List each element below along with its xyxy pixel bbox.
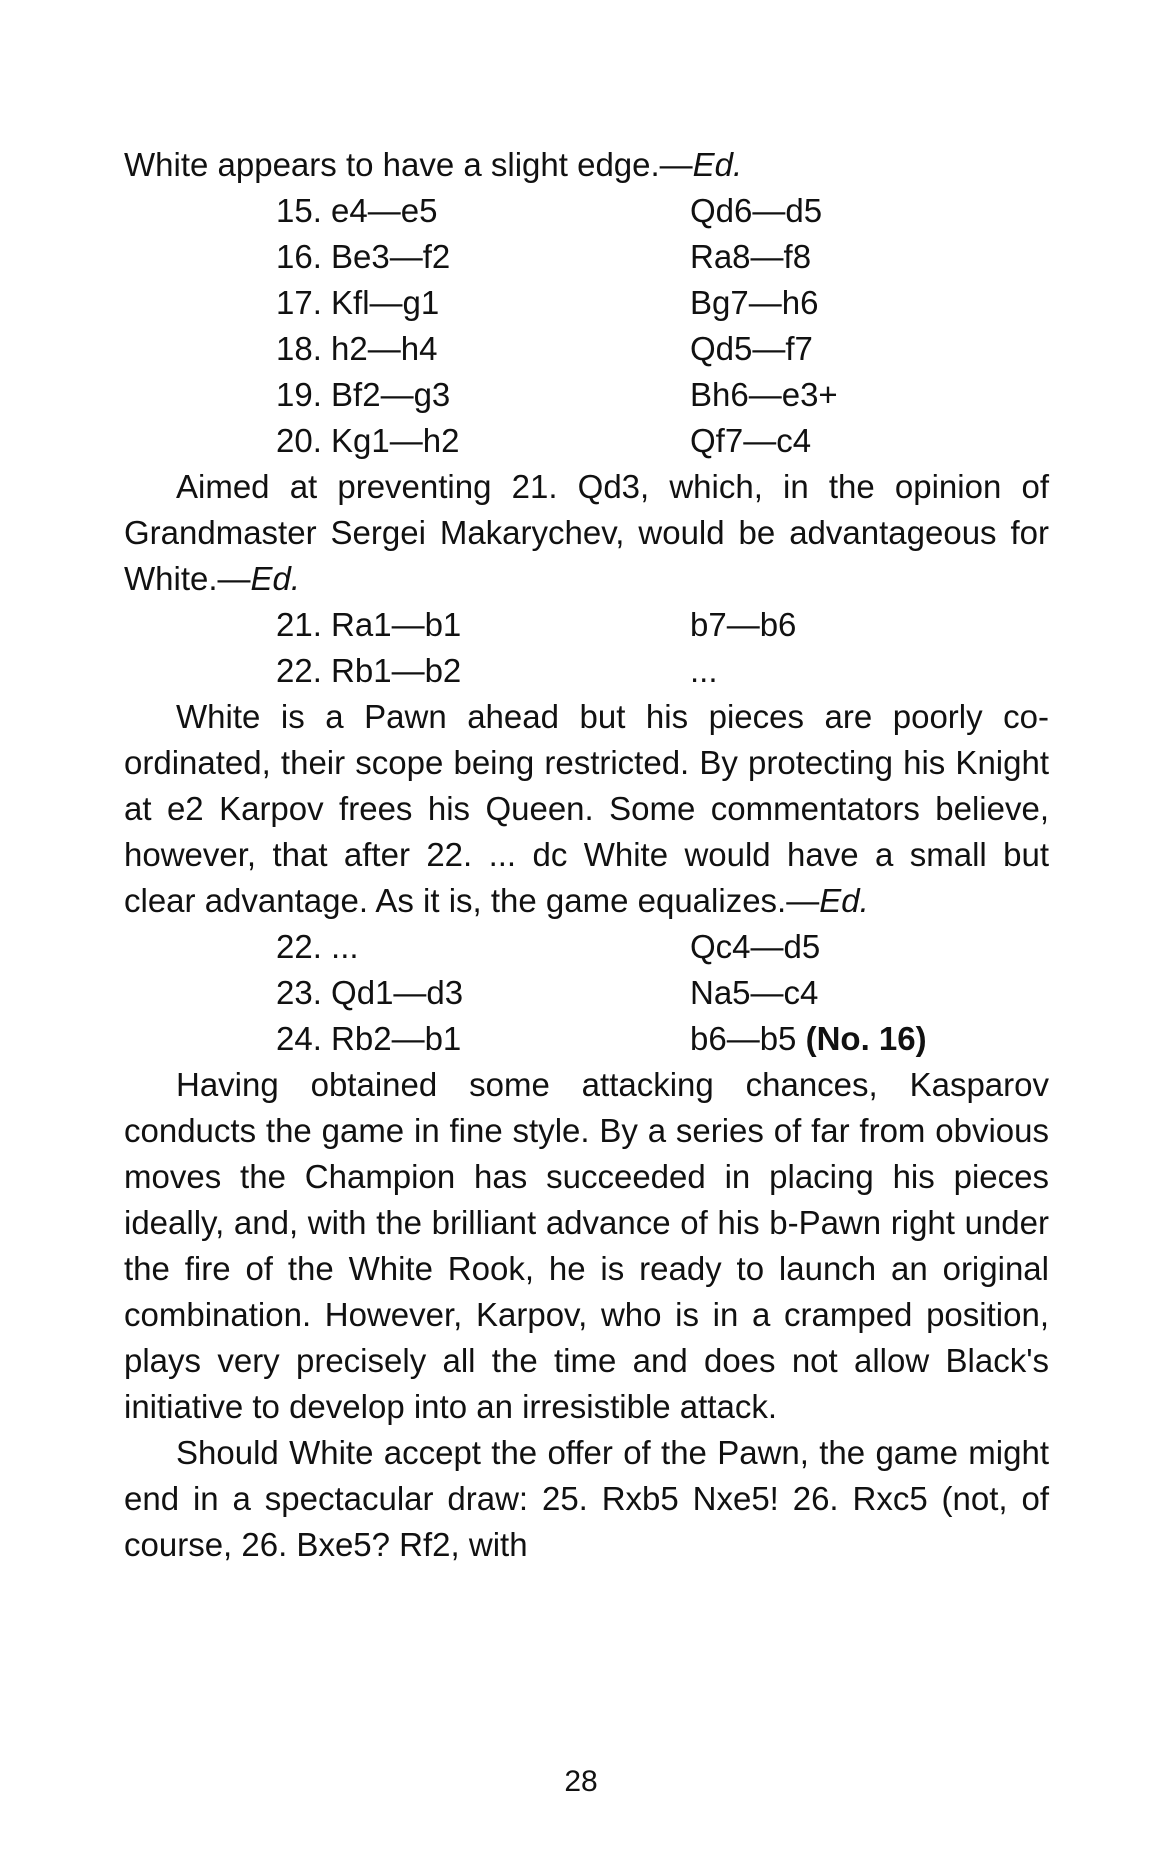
intro-text: White appears to have a slight edge.	[124, 146, 660, 183]
editor-note: Ed.	[819, 882, 869, 919]
book-page-text	[124, 142, 1049, 1568]
intro-dash: —	[659, 146, 693, 183]
commentary-dash: —	[786, 882, 820, 919]
white-move: 24. Rb2—b1	[276, 1020, 462, 1057]
black-move	[690, 1016, 927, 1062]
move-row	[124, 280, 1049, 326]
intro-line	[124, 142, 1049, 188]
move-row	[124, 418, 1049, 464]
white-move: 22. ...	[276, 928, 359, 965]
move-row	[124, 924, 1049, 970]
black-move: Bh6—e3+	[690, 376, 838, 413]
black-move: b7—b6	[690, 606, 797, 643]
commentary-text: White is a Pawn ahead but his pieces are poorly co-ordinated, their scope being restricted. By protecting his Knight at e2 Karpov frees his Queen. Some commentators believe, however, that after 22. ... dc White would have a small but clear advantage. As it is, the game equalizes.	[124, 698, 1049, 919]
move-row	[124, 234, 1049, 280]
commentary-dash: —	[217, 560, 251, 597]
black-move: Qd5—f7	[690, 330, 813, 367]
commentary-paragraph: Having obtained some attacking chances, Kasparov conducts the game in fine style. By a series of far from obvious moves the Champion has succeeded in placing his pieces ideally, and, with the brilliant advance of his b-Pawn right under the fire of the White Rook, he is ready to launch an original combination. However, Karpov, who is in a cramped position, plays very precisely all the time and does not allow Black's initiative to develop into an irresistible attack.	[124, 1066, 1049, 1425]
move-row	[124, 372, 1049, 418]
white-move: 22. Rb1—b2	[276, 652, 462, 689]
move-row	[124, 648, 1049, 694]
intro-editor-note: Ed.	[692, 146, 743, 183]
page-number: 28	[564, 1765, 598, 1798]
move-row	[124, 188, 1049, 234]
black-move: Ra8—f8	[690, 238, 812, 275]
moves-22-24	[124, 924, 1049, 1062]
move-row	[124, 1016, 1049, 1062]
white-move: 15. e4—e5	[276, 192, 438, 229]
white-move: 18. h2—h4	[276, 330, 438, 367]
move-row	[124, 602, 1049, 648]
black-move: Qf7—c4	[690, 422, 812, 459]
commentary-text: Aimed at preventing 21. Qd3, which, in the opinion of Grandmaster Sergei Makarychev, would be advantageous for White.	[124, 468, 1049, 597]
commentary-paragraph	[124, 694, 1049, 924]
move-row	[124, 326, 1049, 372]
moves-21-22	[124, 602, 1049, 694]
commentary-paragraph	[124, 464, 1049, 602]
black-move: ...	[690, 652, 718, 689]
diagram-reference: (No. 16)	[805, 1020, 927, 1057]
black-move-text: b6—b5	[690, 1020, 797, 1057]
white-move: 17. Kfl—g1	[276, 284, 440, 321]
move-row	[124, 970, 1049, 1016]
editor-note: Ed.	[250, 560, 301, 597]
white-move: 20. Kg1—h2	[276, 422, 460, 459]
black-move: Bg7—h6	[690, 284, 819, 321]
white-move: 19. Bf2—g3	[276, 376, 451, 413]
white-move: 21. Ra1—b1	[276, 606, 462, 643]
moves-15-20	[124, 188, 1049, 464]
black-move: Qd6—d5	[690, 192, 823, 229]
black-move: Qc4—d5	[690, 928, 821, 965]
white-move: 16. Be3—f2	[276, 238, 451, 275]
commentary-paragraph: Should White accept the offer of the Pawn, the game might end in a spectacular draw: 25. Rxb5 Nxe5! 26. Rxc5 (not, of course, 26. Bxe5? Rf2, with	[124, 1434, 1049, 1563]
black-move: Na5—c4	[690, 974, 819, 1011]
white-move: 23. Qd1—d3	[276, 974, 464, 1011]
